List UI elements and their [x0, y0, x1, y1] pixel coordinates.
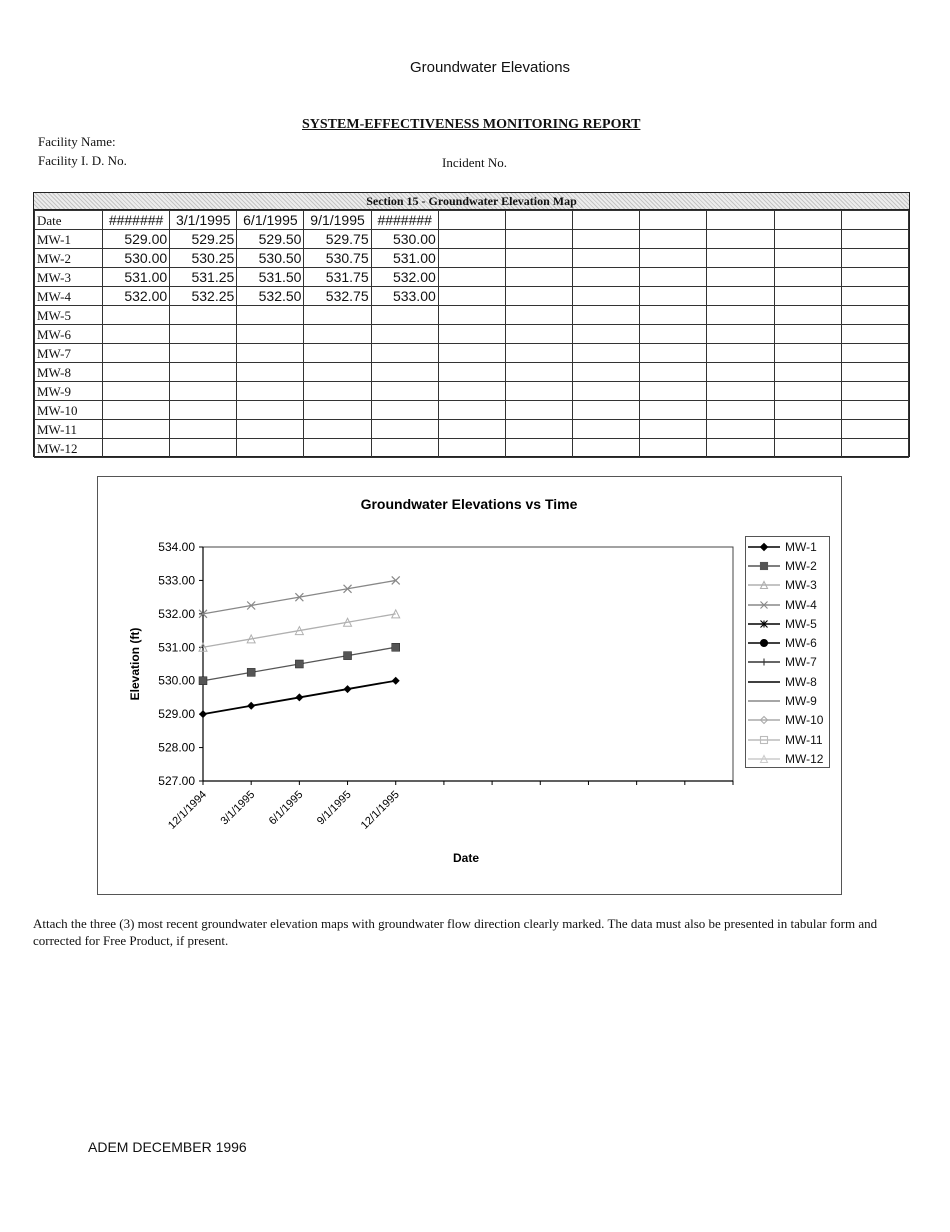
elevation-cell	[707, 363, 774, 382]
elevation-cell	[774, 344, 841, 363]
elevation-cell	[438, 401, 505, 420]
elevation-cell	[304, 382, 371, 401]
elevation-cell	[640, 420, 707, 439]
elevation-cell	[707, 249, 774, 268]
date-cell: 6/1/1995	[237, 211, 304, 230]
elevation-cell: 531.00	[371, 249, 438, 268]
series-line-mw-3	[203, 614, 396, 647]
legend-swatch-icon	[746, 656, 782, 668]
chart-title: Groundwater Elevations vs Time	[360, 496, 578, 512]
elevation-cell	[841, 363, 908, 382]
legend-swatch-icon	[746, 714, 782, 726]
elevation-cell	[170, 344, 237, 363]
elevation-cell	[103, 439, 170, 458]
elevation-cell: 531.75	[304, 268, 371, 287]
well-label: MW-9	[35, 382, 103, 401]
elevation-cell	[573, 363, 640, 382]
y-tick-label: 528.00	[158, 740, 195, 755]
legend-item	[746, 576, 829, 595]
x-tick-label: 12/1/1995	[358, 788, 402, 832]
elevation-cell	[707, 439, 774, 458]
well-label: MW-6	[35, 325, 103, 344]
y-tick-label: 530.00	[158, 673, 195, 688]
legend-swatch-icon	[746, 599, 782, 611]
elevation-cell	[774, 287, 841, 306]
legend-item	[746, 691, 829, 710]
legend-swatch-icon	[746, 676, 782, 688]
elevation-cell	[438, 306, 505, 325]
x-tick-label: 3/1/1995	[218, 788, 258, 828]
well-label: MW-10	[35, 401, 103, 420]
elevation-cell	[237, 420, 304, 439]
elevation-cell	[841, 420, 908, 439]
table-row	[35, 325, 909, 344]
elevation-cell: 530.00	[103, 249, 170, 268]
chart-legend	[745, 536, 830, 768]
date-cell	[707, 211, 774, 230]
elevation-cell	[707, 230, 774, 249]
elevation-cell	[841, 287, 908, 306]
elevation-cell	[640, 325, 707, 344]
elevation-cell: 530.50	[237, 249, 304, 268]
elevation-cell	[505, 344, 572, 363]
elevation-cell	[640, 382, 707, 401]
elevation-cell	[237, 382, 304, 401]
legend-swatch-icon	[746, 560, 782, 572]
elevation-table	[33, 192, 910, 457]
elevation-data-table	[34, 210, 909, 458]
legend-swatch-icon	[746, 734, 782, 746]
well-label: MW-11	[35, 420, 103, 439]
legend-item	[746, 614, 829, 633]
elevation-cell	[304, 344, 371, 363]
elevation-cell: 533.00	[371, 287, 438, 306]
elevation-cell	[841, 325, 908, 344]
elevation-cell: 531.25	[170, 268, 237, 287]
elevation-cell	[304, 325, 371, 344]
elevation-cell	[103, 344, 170, 363]
elevation-cell	[237, 439, 304, 458]
x-tick-label: 6/1/1995	[266, 788, 306, 828]
elevation-cell	[237, 363, 304, 382]
x-tick-label: 9/1/1995	[314, 788, 354, 828]
elevation-cell	[505, 382, 572, 401]
elevation-cell	[371, 382, 438, 401]
elevation-cell	[505, 287, 572, 306]
elevation-cell	[573, 306, 640, 325]
legend-swatch-icon	[746, 618, 782, 630]
table-row	[35, 287, 909, 306]
elevation-cell	[707, 306, 774, 325]
elevation-cell: 531.00	[103, 268, 170, 287]
data-point-mw-1	[344, 685, 352, 693]
elevation-cell	[707, 325, 774, 344]
elevation-cell	[304, 439, 371, 458]
elevation-cell	[573, 230, 640, 249]
incident-no-label: Incident No.	[442, 155, 507, 170]
elevation-cell	[640, 439, 707, 458]
elevation-cell	[103, 325, 170, 344]
legend-label: MW-11	[785, 732, 823, 747]
elevation-cell: 530.75	[304, 249, 371, 268]
y-tick-label: 532.00	[158, 606, 195, 621]
elevation-cell	[438, 249, 505, 268]
legend-label: MW-3	[785, 578, 817, 593]
table-row	[35, 363, 909, 382]
elevation-cell	[774, 306, 841, 325]
elevation-cell	[640, 401, 707, 420]
elevation-cell	[573, 325, 640, 344]
elevation-cell	[170, 382, 237, 401]
table-row	[35, 230, 909, 249]
elevation-cell	[841, 230, 908, 249]
elevation-cell	[505, 268, 572, 287]
elevation-cell	[170, 439, 237, 458]
legend-label: MW-9	[785, 694, 817, 709]
data-point-mw-1	[247, 702, 255, 710]
data-point-mw-1	[199, 710, 207, 718]
facility-name-label: Facility Name:	[38, 134, 116, 149]
well-label: MW-8	[35, 363, 103, 382]
elevation-cell	[573, 268, 640, 287]
y-axis-label: Elevation (ft)	[128, 627, 142, 701]
elevation-cell	[573, 382, 640, 401]
elevation-cell	[103, 363, 170, 382]
elevation-cell	[103, 420, 170, 439]
section-title: Section 15 - Groundwater Elevation Map	[34, 193, 909, 210]
legend-item	[746, 730, 829, 749]
elevation-cell	[707, 287, 774, 306]
elevation-cell	[640, 363, 707, 382]
elevation-cell	[371, 420, 438, 439]
elevation-cell	[371, 363, 438, 382]
elevation-cell	[774, 325, 841, 344]
elevation-cell: 532.75	[304, 287, 371, 306]
table-row	[35, 344, 909, 363]
well-label: MW-12	[35, 439, 103, 458]
table-row	[35, 382, 909, 401]
date-cell	[774, 211, 841, 230]
table-row	[35, 249, 909, 268]
legend-item	[746, 672, 829, 691]
elevation-cell	[505, 230, 572, 249]
well-label: MW-4	[35, 287, 103, 306]
data-point-mw-1	[392, 677, 400, 685]
legend-item	[746, 711, 829, 730]
legend-swatch-icon	[746, 637, 782, 649]
elevation-cell	[573, 420, 640, 439]
elevation-cell	[774, 230, 841, 249]
elevation-cell	[774, 382, 841, 401]
legend-swatch-icon	[746, 695, 782, 707]
date-cell: 3/1/1995	[170, 211, 237, 230]
elevation-cell	[640, 306, 707, 325]
elevation-cell	[841, 344, 908, 363]
elevation-cell	[640, 287, 707, 306]
elevation-cell	[640, 249, 707, 268]
y-tick-label: 529.00	[158, 707, 195, 722]
well-label: MW-5	[35, 306, 103, 325]
well-label: MW-7	[35, 344, 103, 363]
elevation-cell	[573, 439, 640, 458]
elevation-chart	[97, 476, 842, 895]
legend-item	[746, 595, 829, 614]
elevation-cell: 532.00	[103, 287, 170, 306]
elevation-cell	[103, 401, 170, 420]
elevation-cell	[103, 382, 170, 401]
legend-label: MW-1	[785, 539, 817, 554]
legend-swatch-icon	[746, 579, 782, 591]
date-cell	[505, 211, 572, 230]
legend-label: MW-10	[785, 713, 824, 728]
well-label: MW-2	[35, 249, 103, 268]
elevation-cell	[707, 268, 774, 287]
elevation-cell: 530.00	[371, 230, 438, 249]
y-tick-label: 534.00	[158, 540, 195, 554]
well-label: MW-3	[35, 268, 103, 287]
date-label: Date	[35, 211, 103, 230]
legend-label: MW-4	[785, 597, 817, 612]
footnote: Attach the three (3) most recent groundwater elevation maps with groundwater flow direction clearly marked. The data must also be presented in tabular form and corrected for Free Product, if present.	[33, 916, 878, 948]
elevation-cell	[841, 382, 908, 401]
legend-label: MW-12	[785, 751, 824, 766]
elevation-cell	[237, 325, 304, 344]
facility-id-label: Facility I. D. No.	[38, 153, 127, 168]
elevation-cell	[103, 306, 170, 325]
elevation-cell	[438, 420, 505, 439]
date-cell: #######	[371, 211, 438, 230]
y-tick-label: 527.00	[158, 774, 195, 788]
legend-swatch-icon	[746, 753, 782, 765]
well-label: MW-1	[35, 230, 103, 249]
elevation-cell	[237, 401, 304, 420]
table-row	[35, 401, 909, 420]
date-cell	[573, 211, 640, 230]
elevation-cell	[573, 401, 640, 420]
elevation-cell	[774, 249, 841, 268]
elevation-cell	[707, 344, 774, 363]
data-point-mw-1	[295, 693, 303, 701]
elevation-cell: 529.25	[170, 230, 237, 249]
data-point-mw-2	[247, 668, 255, 676]
legend-item	[746, 633, 829, 652]
date-cell: 9/1/1995	[304, 211, 371, 230]
footer: ADEM DECEMBER 1996	[88, 1139, 247, 1155]
elevation-cell	[774, 439, 841, 458]
table-header-row	[35, 211, 909, 230]
plot-area	[203, 547, 733, 781]
elevation-cell	[304, 306, 371, 325]
elevation-cell	[237, 344, 304, 363]
elevation-cell	[774, 401, 841, 420]
elevation-cell	[438, 363, 505, 382]
date-cell	[841, 211, 908, 230]
elevation-cell	[438, 230, 505, 249]
elevation-cell	[505, 420, 572, 439]
data-point-mw-2	[199, 677, 207, 685]
date-cell	[640, 211, 707, 230]
elevation-cell	[170, 325, 237, 344]
table-row	[35, 439, 909, 458]
elevation-cell	[371, 325, 438, 344]
table-row	[35, 268, 909, 287]
elevation-cell: 529.75	[304, 230, 371, 249]
legend-label: MW-6	[785, 636, 817, 651]
data-point-mw-2	[344, 652, 352, 660]
elevation-cell	[304, 363, 371, 382]
elevation-cell: 531.50	[237, 268, 304, 287]
elevation-cell	[841, 401, 908, 420]
elevation-cell	[304, 401, 371, 420]
elevation-cell	[438, 287, 505, 306]
elevation-cell	[505, 401, 572, 420]
elevation-cell	[438, 439, 505, 458]
elevation-cell: 530.25	[170, 249, 237, 268]
elevation-cell	[438, 382, 505, 401]
date-cell	[438, 211, 505, 230]
legend-label: MW-7	[785, 655, 817, 670]
elevation-cell	[707, 420, 774, 439]
elevation-cell	[170, 401, 237, 420]
data-point-mw-2	[392, 643, 400, 651]
table-row	[35, 420, 909, 439]
elevation-cell: 532.50	[237, 287, 304, 306]
x-tick-label: 12/1/1994	[166, 788, 210, 832]
elevation-cell	[573, 344, 640, 363]
elevation-cell	[304, 420, 371, 439]
elevation-cell	[707, 401, 774, 420]
elevation-cell	[170, 306, 237, 325]
x-axis-label: Date	[452, 851, 480, 865]
elevation-cell	[371, 439, 438, 458]
data-point-mw-2	[295, 660, 303, 668]
elevation-cell	[170, 363, 237, 382]
elevation-cell: 529.00	[103, 230, 170, 249]
elevation-cell	[371, 344, 438, 363]
elevation-cell	[707, 382, 774, 401]
elevation-cell	[640, 230, 707, 249]
report-title: SYSTEM-EFFECTIVENESS MONITORING REPORT	[302, 117, 641, 132]
elevation-cell: 532.25	[170, 287, 237, 306]
elevation-cell	[438, 325, 505, 344]
y-tick-label: 531.00	[158, 640, 195, 655]
elevation-cell	[371, 401, 438, 420]
elevation-cell	[774, 268, 841, 287]
elevation-cell	[505, 363, 572, 382]
table-row	[35, 306, 909, 325]
y-tick-label: 533.00	[158, 573, 195, 588]
elevation-cell	[841, 439, 908, 458]
legend-item	[746, 537, 829, 556]
elevation-cell	[438, 344, 505, 363]
legend-item	[746, 653, 829, 672]
elevation-cell	[640, 344, 707, 363]
legend-item	[746, 556, 829, 575]
elevation-cell: 532.00	[371, 268, 438, 287]
elevation-cell	[841, 268, 908, 287]
elevation-cell: 529.50	[237, 230, 304, 249]
legend-label: MW-2	[785, 558, 817, 573]
elevation-cell	[841, 306, 908, 325]
elevation-cell	[505, 439, 572, 458]
elevation-cell	[505, 249, 572, 268]
elevation-cell	[774, 363, 841, 382]
elevation-cell	[573, 249, 640, 268]
legend-swatch-icon	[746, 541, 782, 553]
legend-item	[746, 749, 829, 768]
elevation-cell	[438, 268, 505, 287]
legend-label: MW-8	[785, 674, 817, 689]
elevation-cell	[505, 306, 572, 325]
elevation-cell	[237, 306, 304, 325]
elevation-cell	[505, 325, 572, 344]
elevation-cell	[774, 420, 841, 439]
elevation-cell	[841, 249, 908, 268]
elevation-cell	[371, 306, 438, 325]
date-cell: #######	[103, 211, 170, 230]
legend-label: MW-5	[785, 616, 817, 631]
elevation-cell	[640, 268, 707, 287]
page-title: Groundwater Elevations	[409, 59, 571, 76]
elevation-cell	[573, 287, 640, 306]
elevation-cell	[170, 420, 237, 439]
